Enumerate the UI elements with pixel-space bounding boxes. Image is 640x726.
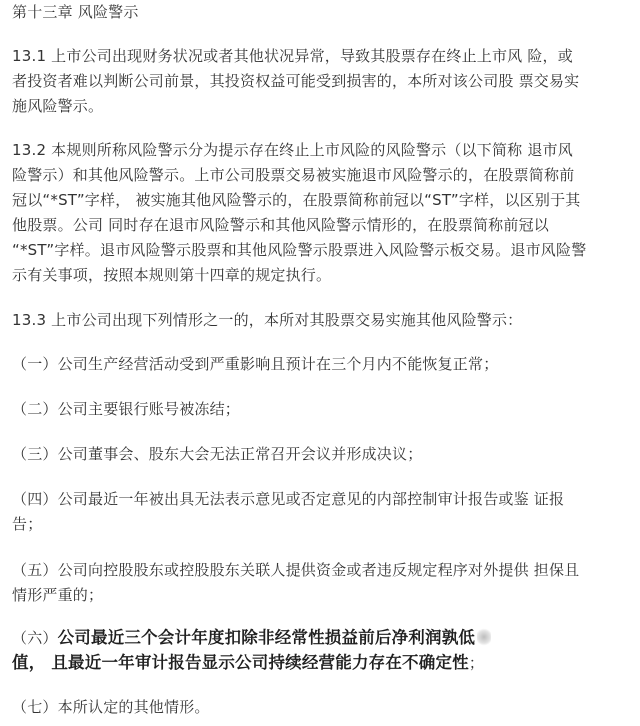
- item-4-line-1: （四）公司最近一年被出具无法表示意见或否定意见的内部控制审计报告或鉴 证报: [12, 490, 565, 508]
- smudge-mark: [477, 628, 491, 646]
- chapter-title: 第十三章 风险警示: [12, 3, 139, 21]
- item-6-line-2: [12, 653, 484, 673]
- para-13-2-line-6: 示有关事项，按照本规则第十四章的规定执行。: [12, 266, 332, 284]
- para-13-2-line-1: 13.2 本规则所称风险警示分为提示存在终止上市风险的风险警示（以下简称 退市风: [12, 141, 573, 159]
- para-13-1-line-3: 施风险警示。: [12, 97, 104, 115]
- para-13-2-line-3: 冠以“*ST”字样， 被实施其他风险警示的，在股票简称前冠以“ST”字样，以区别于其: [12, 191, 581, 209]
- item-6-bold-text-1: 公司最近三个会计年度扣除非经常性损益前后净利润孰低: [57, 628, 476, 647]
- para-13-3-intro: 13.3 上市公司出现下列情形之一的，本所对其股票交易实施其他风险警示：: [12, 311, 523, 329]
- para-13-1-line-2: 者投资者难以判断公司前景，其投资权益可能受到损害的，本所对该公司股 票交易实: [12, 72, 580, 90]
- item-7: （七）本所认定的其他情形。: [12, 698, 210, 716]
- item-6-bold-text-2: 值， 且最近一年审计报告显示公司持续经营能力存在不确定性: [12, 653, 469, 672]
- para-13-2-line-4: 他股票。公司 同时存在退市风险警示和其他风险警示情形的，在股票简称前冠以: [12, 216, 549, 234]
- item-6-tail: ；: [468, 654, 485, 672]
- para-13-2-line-2: 险警示）和其他风险警示。上市公司股票交易被实施退市风险警示的，在股票简称前: [12, 166, 575, 184]
- para-13-2-line-5: “*ST”字样。退市风险警示股票和其他风险警示股票进入风险警示板交易。退市风险警: [12, 241, 587, 259]
- item-5-line-1: （五）公司向控股股东或控股股东关联人提供资金或者违反规定程序对外提供 担保且: [12, 561, 580, 579]
- item-2: （二）公司主要银行账号被冻结；: [12, 400, 241, 418]
- item-3: （三）公司董事会、股东大会无法正常召开会议并形成决议；: [12, 445, 423, 463]
- item-5-line-2: 情形严重的；: [12, 586, 104, 604]
- item-4-line-2: 告；: [12, 515, 43, 533]
- item-1: （一）公司生产经营活动受到严重影响且预计在三个月内不能恢复正常；: [12, 355, 499, 373]
- para-13-1-line-1: 13.1 上市公司出现财务状况或者其他状况异常，导致其股票存在终止上市风 险，或: [12, 47, 573, 65]
- item-6-prefix: （六）: [12, 629, 58, 647]
- item-6-line-1: [12, 628, 491, 648]
